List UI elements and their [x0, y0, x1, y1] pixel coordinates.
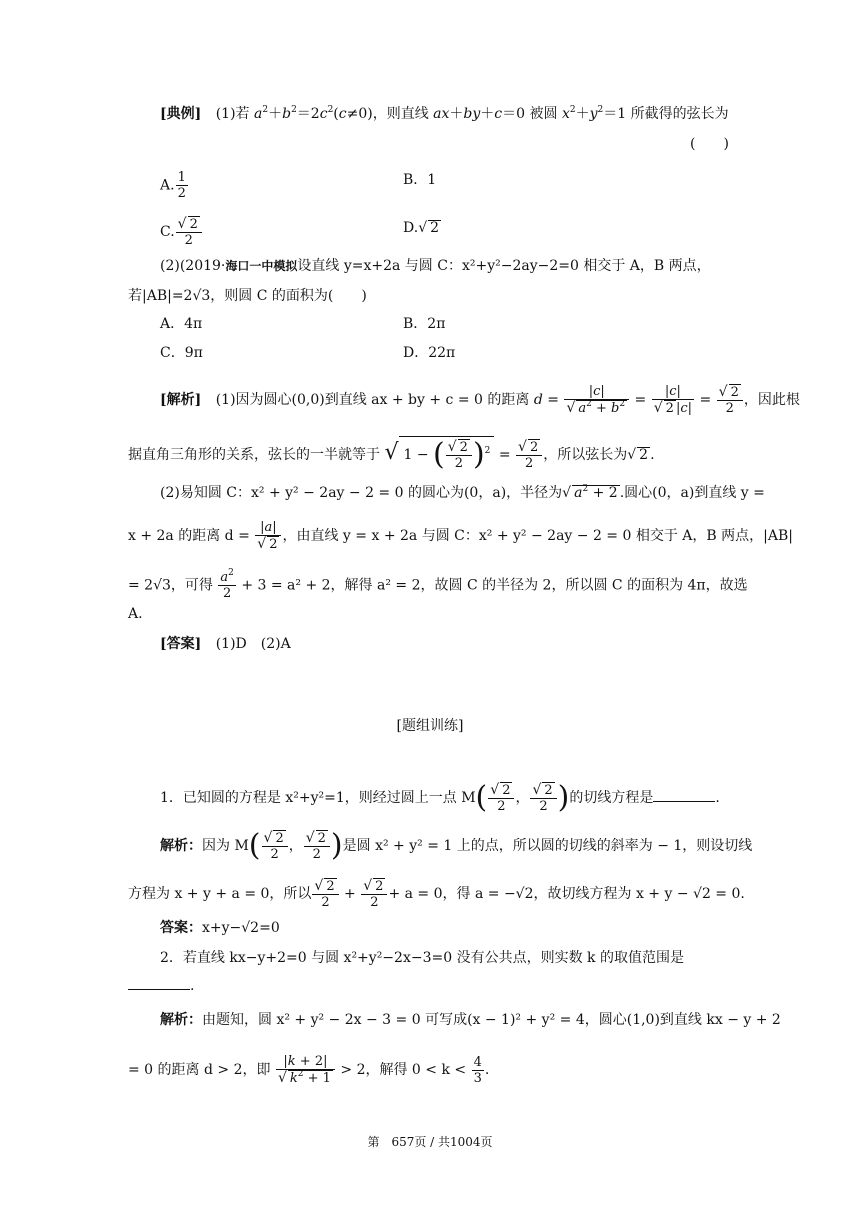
page-footer: 第 657页 / 共1004页	[367, 1135, 493, 1149]
problem-2-solution-2: = 0 的距离 d > 2，即 $\frac{|k + 2|}{√ k^2 + 1}$ > 2，解得 0 < k < $\frac{4}{3}$ .	[128, 1054, 490, 1086]
option-1c: C. $\frac{√ 2}{2}$	[160, 216, 203, 248]
option-2b: B．2π	[403, 316, 446, 332]
solution-label: 解析：	[160, 838, 202, 854]
q2-line-1: (2)(2019·海口一中模拟设直线 y=x+2a 与圆 C：x²+y²−2ay−2=0 相交于 A，B 两点，	[160, 258, 711, 274]
solution-label-2: 解析：	[160, 1012, 202, 1028]
q1-text: (1)若	[215, 106, 250, 122]
option-1a: A. $\frac{1}{2}$	[160, 170, 186, 201]
analysis-line-2: 据直角三角形的关系，弦长的一半就等于 √ 1 − ( $\frac{√ 2}{2}$ )$^2$ = $\frac{√ 2}{2}$ ，所以弦长为√ 2 .	[128, 437, 655, 472]
problem-1-solution-2: 方程为 x + y + a = 0，所以 $\frac{√ 2}{2}$ + $\frac{√ 2}{2}$ + a = 0，得 a = −√2，故切线方程为 x + y − √2 = 0.	[128, 878, 745, 910]
answer-blank-2	[128, 977, 190, 990]
answer-line	[160, 634, 291, 654]
analysis-line-1: [解析] (1)因为圆心(0,0)到直线 ax + by + c = 0 的距离 d = $\frac{|c|}{√ a^2 + b^2}$ = $\frac{|c|}{√ 2 |c|}$ = $\frac{√ 2}{2}$ ，因此根	[160, 384, 800, 416]
option-1d: D.√ 2	[403, 220, 440, 236]
q2-source: 海口一中模拟	[225, 259, 298, 273]
answer-label-1: 答案：	[160, 920, 202, 936]
answer-value: (1)D (2)A	[215, 636, 291, 652]
option-2a: A．4π	[160, 316, 203, 332]
option-2d: D．22π	[403, 345, 456, 361]
problem-1-solution-1: 解析：因为 M( $\frac{√ 2}{2}$ ， $\frac{√ 2}{2}$ )是圆 x² + y² = 1 上的点，所以圆的切线的斜率为 − 1，则设切线	[160, 828, 753, 863]
paren-1: ( )	[690, 136, 729, 152]
analysis-line-3: (2)易知圆 C：x² + y² − 2ay − 2 = 0 的圆心为(0，a)，半径为√ $a^2 + 2$ .圆心(0，a)到直线 y =	[160, 484, 765, 501]
problem-2-solution-1: 解析：由题知，圆 x² + y² − 2x − 3 = 0 可写成(x − 1)² + y² = 4，圆心(1,0)到直线 kx − y + 2	[160, 1012, 781, 1028]
answer-label: [答案]	[160, 636, 202, 652]
q2-line-2: 若|AB|=2√3，则圆 C 的面积为( )	[128, 288, 367, 304]
problem-1-answer: 答案：x+y−√2=0	[160, 920, 280, 936]
analysis-line-4: x + 2a 的距离 d = $\frac{|a|}{√ 2}$ ，由直线 y = x + 2a 与圆 C：x² + y² − 2ay − 2 = 0 相交于 A，B 两点，|AB|	[128, 520, 793, 552]
problem-2-question: 2．若直线 kx−y+2=0 与圆 x²+y²−2x−3=0 没有公共点，则实数 k 的取值范围是	[160, 950, 684, 966]
answer-blank	[653, 789, 715, 802]
problem-2-blank-line: .	[128, 976, 194, 996]
analysis-line-5: = 2√3，可得 $\frac{a^2}{2}$ + 3 = a² + 2，解得 a² = 2，故圆 C 的半径为 2，所以圆 C 的面积为 4π，故选	[128, 568, 748, 601]
option-1b: B．1	[403, 172, 437, 188]
section-title: [题组训练]	[396, 718, 464, 734]
example-line-1: [典例] (1)若 $a^2+b^2=2c^2(c\ne 0)$，则直线 ax＋by＋c＝0 被圆 $x^2+y^2=1$ 所截得的弦长为	[160, 105, 729, 122]
analysis-label: [解析]	[160, 392, 202, 408]
analysis-line-6: A.	[128, 606, 143, 622]
example-label: [典例]	[160, 106, 202, 122]
option-2c: C．9π	[160, 345, 203, 361]
q1-tail: 所截得的弦长为	[630, 106, 729, 122]
problem-1-question: 1．已知圆的方程是 x²+y²=1，则经过圆上一点 M( $\frac{√ 2}{2}$ ， $\frac{√ 2}{2}$ )的切线方程是 .	[160, 780, 720, 815]
